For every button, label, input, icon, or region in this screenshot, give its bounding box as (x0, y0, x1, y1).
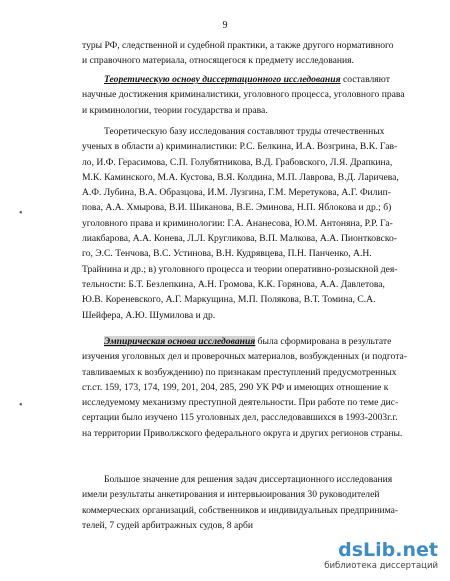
text-line: изучения уголовных дел и проверочных материалов, возбужденных (и подгота- (82, 351, 407, 363)
paragraph-1 (82, 38, 400, 69)
text-line: ст.ст. 159, 173, 174, 199, 201, 204, 285, 290 УК РФ и имеющих отношение к (82, 381, 389, 393)
text-line: го, Э.С. Тенчова, В.С. Устинова, В.Н. Кудрявцева, П.Н. Панченко, А.Н. (82, 248, 372, 260)
text-line: лиакбарова, А.А. Конева, Л.Л. Кругликова, В.П. Малкова, А.А. Пионтковско- (82, 233, 398, 245)
text-line: Ю.В. Кореневского, А.Г. Маркущина, М.П. Полякова, В.Т. Томина, С.А. (82, 294, 376, 306)
text-line: Трайнина и др.; в) уголовного процесса и теории оперативно-розыскной дея- (82, 263, 398, 275)
text-line: исследуемому механизму преступной деятельности. При работе по теме дис- (82, 397, 399, 409)
section-heading-theoretical: Теоретическую основу диссертационного исследования (104, 74, 341, 85)
paragraph-5 (82, 472, 400, 533)
text-line: и криминологии, теории государства и права. (82, 104, 268, 116)
page-number: 9 (222, 20, 228, 31)
text-line: коммерческих организаций, собственников и индивидуальных предпринима- (82, 504, 399, 516)
text-line: телей, 7 судей арбитражных судов, 8 арби (82, 519, 254, 531)
paragraph-4 (82, 334, 407, 441)
text-line: сертации было изучено 115 уголовных дел, расследовавшихся в 1993-2003г.г. (82, 412, 398, 424)
text-line: туры РФ, следственной и судебной практики, а также другого нормативного (82, 40, 394, 51)
text-line: пова, А.А. Хмырова, В.И. Шиканова, В.Е. Эминова, Н.П. Яблокова и др.; б) (82, 202, 392, 214)
paragraph-3 (82, 124, 400, 323)
text-line (82, 72, 400, 87)
text-line: Теоретическую базу исследования составляют труды отечественных (104, 126, 385, 137)
text-line: научные достижения криминалистики, уголовного процесса, уголовного права (82, 89, 405, 101)
margin-mark: • (19, 208, 23, 219)
text-fragment: составляют (340, 74, 390, 85)
text-line: уголовного права и криминологии: Г.А. Ананесова, Ю.М. Антоняна, Р.Р. Га- (82, 217, 393, 229)
watermark-subtitle: библиотека диссертаций (324, 561, 438, 571)
text-line: тельности: Б.Т. Безлепкина, А.Н. Громова, К.К. Горянова, А.А. Давлетова, (82, 278, 385, 290)
section-heading-empirical: Эмпирическая основа исследования (104, 336, 256, 347)
text-line: ло, И.Ф. Герасимова, С.П. Голубятникова, В.Д. Грабовского, Л.Я. Драпкина, (82, 156, 393, 168)
dslib-logo (338, 539, 438, 561)
paragraph-2 (82, 72, 405, 118)
text-line: Большое значение для решения задач диссертационного исследования (104, 474, 393, 485)
text-fragment: была сформирована в результате (255, 336, 392, 347)
text-line: и справочного материала, относящегося к предмету исследования. (82, 55, 354, 67)
text-line: М.К. Каминского, М.А. Кустова, В.Я. Колдина, М.П. Лаврова, В.Д. Ларичева, (82, 171, 399, 183)
logo-text: dsLib (338, 539, 396, 561)
text-line: имели результаты анкетирования и интервьюирования 30 руководителей (82, 489, 380, 501)
text-line (82, 334, 400, 349)
logo-domain: .net (395, 539, 438, 561)
margin-mark: • (19, 400, 23, 411)
text-line: А.Ф. Лубина, В.А. Образцова, И.М. Лузгина, Г.М. Меретукова, А.Г. Филип- (82, 187, 391, 199)
text-line: тавливаемых к возбуждению) по признакам преступлений предусмотренных (82, 366, 397, 378)
dslib-watermark[interactable] (278, 539, 438, 575)
text-line: Шейфера, А.Ю. Шумилова и др. (82, 309, 216, 321)
text-line: на территории Приволжского федерального округа и других регионов страны. (82, 427, 403, 439)
text-line: ученых в области а) криминалистики: Р.С. Белкина, И.А. Возгрина, В.К. Гав- (82, 141, 398, 153)
